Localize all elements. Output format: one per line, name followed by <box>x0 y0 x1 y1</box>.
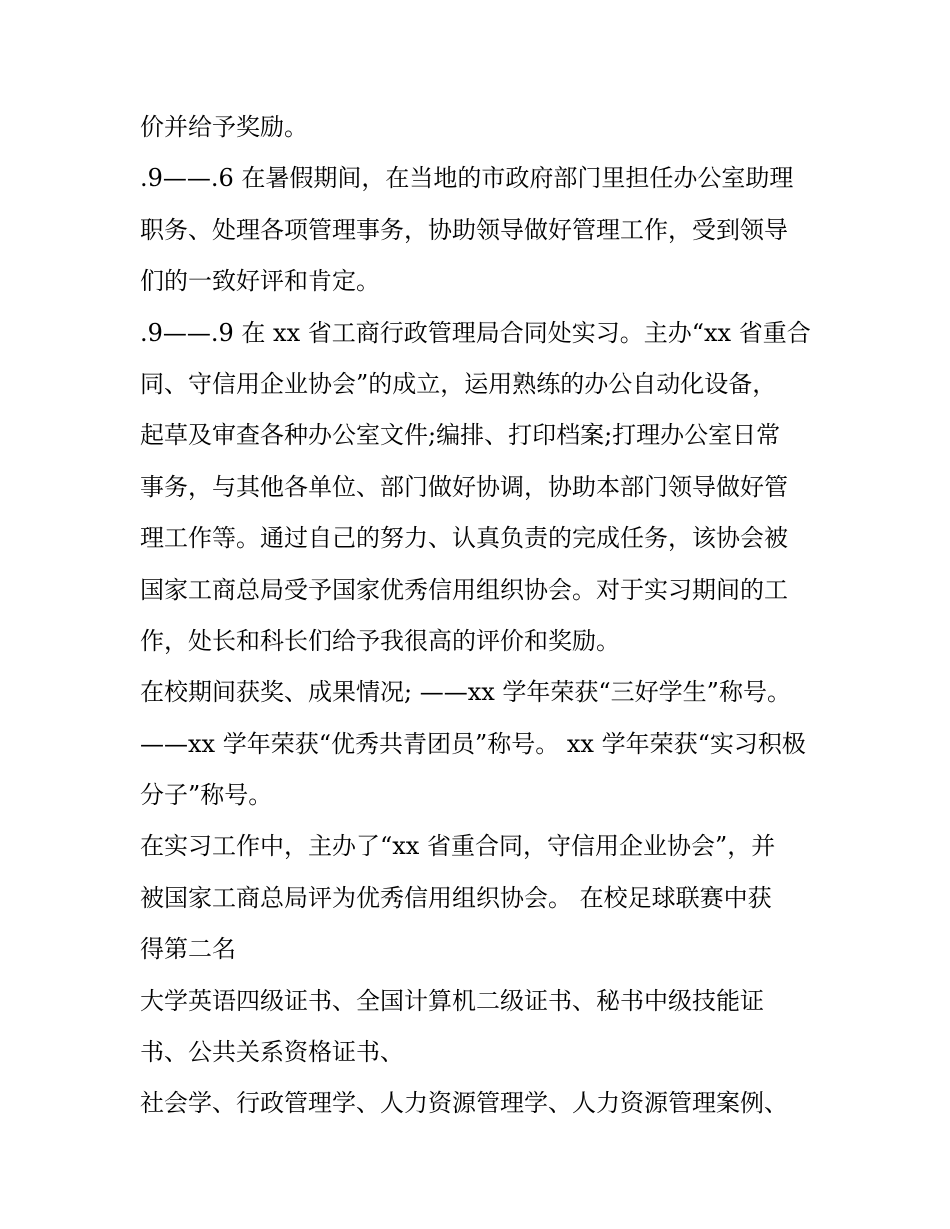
text-line: 国家工商总局受予国家优秀信用组织协会。对于实习期间的工 <box>140 575 788 604</box>
text-line: 事务，与其他各单位、部门做好协调，协助本部门领导做好管 <box>140 472 788 501</box>
text-line: ——xx 学年荣获“优秀共青团员”称号。 xx 学年荣获“实习积极 <box>140 729 806 758</box>
text-line: 理工作等。通过自己的努力、认真负责的完成任务，该协会被 <box>140 524 788 553</box>
text-line: .9——.9 在 xx 省工商行政管理局合同处实习。主办“xx 省重合 <box>140 318 811 347</box>
text-line: 们的一致好评和肯定。 <box>140 267 380 296</box>
text-line: 大学英语四级证书、全国计算机二级证书、秘书中级技能证 <box>140 986 764 1015</box>
text-line: 起草及审查各种办公室文件;编排、打印档案;打理办公室日常 <box>140 421 781 450</box>
text-line: 在校期间获奖、成果情况; ——xx 学年荣获“三好学生”称号。 <box>140 678 791 707</box>
text-line: 作，处长和科长们给予我很高的评价和奖励。 <box>140 626 620 655</box>
text-line: .9——.6 在暑假期间，在当地的市政府部门里担任办公室助理 <box>140 164 794 193</box>
document-body <box>140 102 830 1130</box>
text-line: 职务、处理各项管理事务，协助领导做好管理工作，受到领导 <box>140 215 788 244</box>
text-line: 得第二名 <box>140 935 236 964</box>
text-line: 在实习工作中，主办了“xx 省重合同，守信用企业协会”，并 <box>140 832 776 861</box>
text-line: 同、守信用企业协会”的成立，运用熟练的办公自动化设备， <box>140 369 777 398</box>
text-line: 被国家工商总局评为优秀信用组织协会。 在校足球联赛中获 <box>140 883 772 912</box>
text-line: 社会学、行政管理学、人力资源管理学、人力资源管理案例、 <box>140 1089 788 1118</box>
text-line: 价并给予奖励。 <box>140 113 308 141</box>
text-line: 书、公共关系资格证书、 <box>140 1038 404 1067</box>
text-line: 分子”称号。 <box>140 781 273 810</box>
